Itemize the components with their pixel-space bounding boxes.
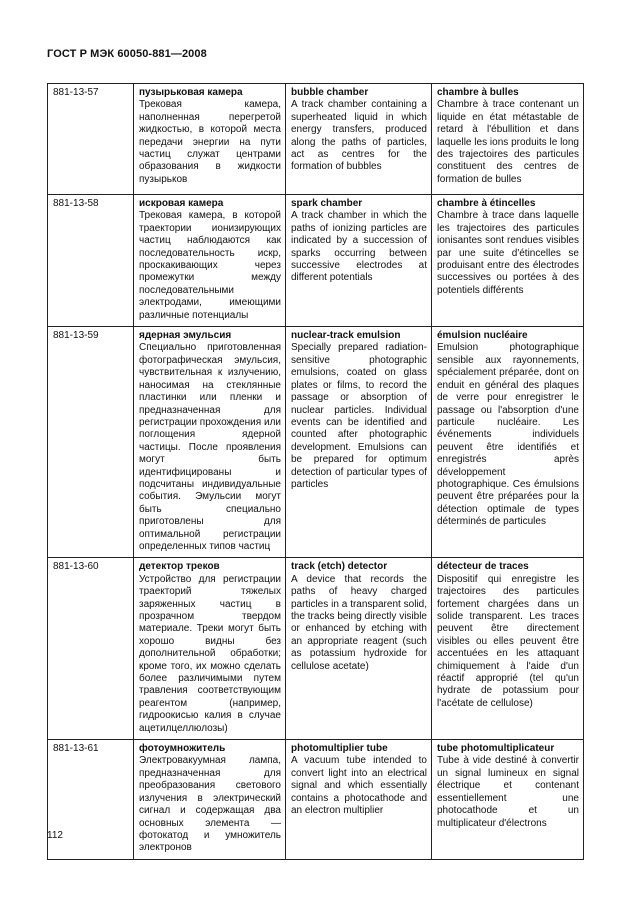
page-number: 112 [47, 830, 63, 841]
english-cell [286, 327, 432, 558]
french-term: détecteur de traces [437, 561, 529, 573]
french-definition: Emulsion photographique sensible aux rayonnements, spécialement préparée, dont on enduit en général des plaques de verre pour enregistrer le passage ou l'absorption d'une particule nucléaire. Les événements individuels peuvent être identifiés et enregistrés après développement photographique. Ces émulsions peuvent être préparées pour la détection optimale de types déterminés de particules [437, 342, 579, 528]
russian-cell [134, 327, 286, 558]
english-term: bubble chamber [291, 87, 369, 98]
table-row [48, 195, 584, 327]
french-cell [432, 558, 584, 740]
russian-term: фотоумножитель [139, 743, 226, 755]
russian-definition: Трековая камера, в которой траектории ионизирующих частиц наблюдаются как последовательность искр, проскакивающих через промежутки между последовательными электродами, имеющими различные потенциалы [139, 210, 281, 321]
french-cell [432, 740, 584, 860]
french-term: tube photomultiplicateur [437, 743, 555, 755]
french-definition: Chambre à trace dans laquelle les trajectoires des particules ionisantes sont rendues visibles par une suite d'étincelles se produisant entre des électrodes successives ou portées à des potentiels différents [437, 210, 579, 296]
russian-cell [134, 558, 286, 740]
english-definition: A vacuum tube intended to convert light into an electrical signal and which essentially contains a photocathode and an electron multiplier [291, 755, 427, 817]
russian-cell [134, 84, 286, 195]
english-cell [286, 558, 432, 740]
french-definition: Dispositif qui enregistre les trajectoires des particules fortement chargées dans un solide transparent. Les traces peuvent être directement visibles ou elles peuvent être accentuées en les attaquant chimiquement à l'aide d'un réactif approprié (tel qu'un hydrate de potassium pour l'acétate de cellulose) [437, 573, 579, 709]
terminology-table [47, 83, 584, 860]
table-row [48, 327, 584, 558]
entry-number: 881-13-58 [48, 195, 134, 327]
russian-term: детектор треков [139, 561, 220, 573]
french-term: chambre à étincelles [437, 198, 536, 209]
table-row [48, 558, 584, 740]
french-term: émulsion nucléaire [437, 330, 528, 342]
english-term: track (etch) detector [291, 561, 388, 573]
french-cell [432, 84, 584, 195]
english-definition: A track chamber in which the paths of ionizing particles are indicated by a succession of sparks occurring between successive electrodes at different potentials [291, 210, 427, 284]
english-cell [286, 740, 432, 860]
entry-number: 881-13-59 [48, 327, 134, 558]
russian-term: пузырьковая камера [139, 87, 243, 98]
french-cell [432, 327, 584, 558]
english-term: nuclear-track emulsion [291, 330, 401, 342]
english-cell [286, 84, 432, 195]
english-definition: A device that records the paths of heavy charged particles in a transparent solid, the tracks being directly visible or enhanced by etching with an appropriate reagent (such as potassium hydroxide for cellulose acetate) [291, 573, 427, 672]
russian-cell [134, 740, 286, 860]
document-header: ГОСТ Р МЭК 60050-881—2008 [47, 48, 207, 60]
english-cell [286, 195, 432, 327]
russian-term: искровая камера [139, 198, 224, 209]
russian-term: ядерная эмульсия [139, 330, 232, 342]
russian-definition: Специально приготовленная фотографическая эмульсия, чувствительная к излучению, наносимая на стеклянные пластинки или пленки и предназначенная для регистрации прохождения или поглощения ядерной частицы. После проявления могут быть идентифицированы и подсчитаны индивидуальные события. Эмульсии могут быть специально приготовлены для оптимальной регистрации определенных типов частиц [139, 342, 281, 552]
french-definition: Chambre à trace contenant un liquide en état métastable de retard à l'ébullition et dans laquelle les ions produits le long des trajectoires des particules constituent des centres de formation de bulles [437, 99, 579, 185]
french-cell [432, 195, 584, 327]
entry-number: 881-13-61 [48, 740, 134, 860]
russian-definition: Трековая камера, наполненная перегретой жидкостью, в которой места передачи энергии на пути частиц служат центрами образования в жидкости пузырьков [139, 99, 281, 185]
entry-number: 881-13-60 [48, 558, 134, 740]
french-term: chambre à bulles [437, 87, 519, 98]
table-row [48, 740, 584, 860]
table-row [48, 84, 584, 195]
english-term: spark chamber [291, 198, 363, 209]
french-definition: Tube à vide destiné à convertir un signal lumineux en signal électrique et contenant essentiellement une photocathode et un multiplicateur d'électrons [437, 755, 579, 829]
english-definition: Specially prepared radiation-sensitive photographic emulsions, coated on glass plates or films, to record the passage or absorption of nuclear particles. Individual events can be identified and counted after photographic development. Emulsions can be prepared for optimum detection of particular types of particles [291, 342, 427, 490]
russian-cell [134, 195, 286, 327]
english-definition: A track chamber containing a superheated liquid in which energy transfers, produced along the paths of particles, act as centres for the formation of bubbles [291, 99, 427, 173]
english-term: photomultiplier tube [291, 743, 388, 755]
entry-number: 881-13-57 [48, 84, 134, 195]
russian-definition: Электровакуумная лампа, предназначенная для преобразования светового излучения в электрический сигнал и содержащая два основных элемента — фотокатод и умножитель электронов [139, 755, 281, 854]
russian-definition: Устройство для регистрации траекторий тяжелых заряженных частиц в прозрачном твердом материале. Треки могут быть хорошо видны без дополнительной обработки; кроме того, их можно сделать более различимыми путем травления соответствующим реагентом (например, гидроокисью калия в случае ацетилцеллюлозы) [139, 573, 281, 734]
